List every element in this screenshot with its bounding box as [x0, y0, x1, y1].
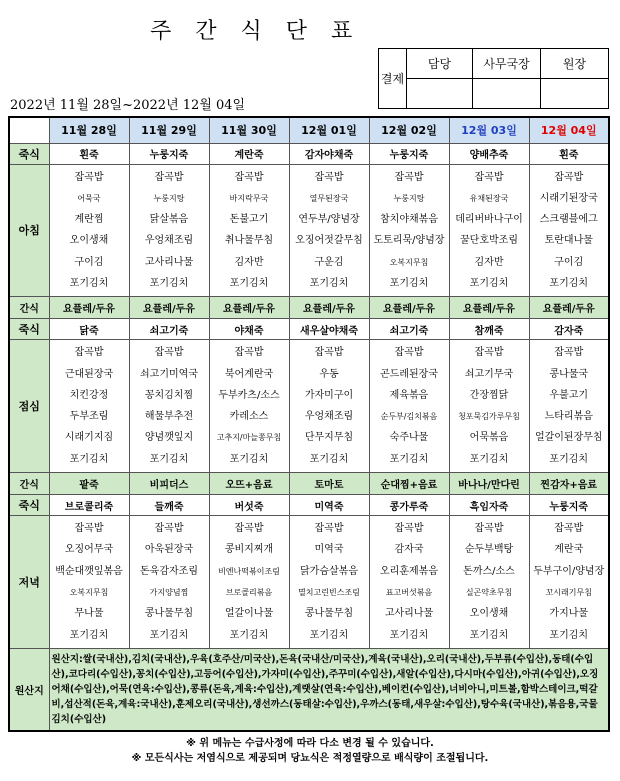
origin-text: 원산지:쌀(국내산),김치(국내산),우육(호주산/미국산),돈육(국내산/미국산),계육(국내산),오리(국내산),두부류(수입산),동태(수입산),코다리(수입산),꽁치(수입산),고등어(수입산),가자미(수입산),주꾸미(수입산),새알(수입산),다시마(수입산),아귀(수입산),오징어채(수입산),어묵(연육:수입산),콩류(돈육,계육:수입산),계랫살(연육:수입산),베이컨(수입산),너비아니,미트볼,함박스테이크,떡갈비,섭산적(돈육,계육:국내산),훈제오리(국내산),생선까스(동태살:수입산),우까스(동태,새우살:수입산),탕수육(국내산),볶음용,국물김치(수입산): [49, 648, 609, 731]
dish: 간장찜닭: [469, 389, 509, 401]
snack-cell: 요플레/두유: [449, 297, 529, 319]
meal-cell: [209, 164, 289, 297]
dish: 잡곡밥: [474, 347, 504, 359]
dish: 포기김치: [149, 453, 189, 465]
row-label: 죽식: [9, 319, 49, 340]
dish: 열무된장국: [309, 193, 349, 203]
dish: 오복지무침: [389, 257, 429, 267]
dish: 데리버바나구이: [455, 214, 523, 226]
dish: 얼갈이나물: [224, 608, 274, 620]
dish: 표고버섯볶음: [385, 587, 433, 597]
date-range: 2022년 11월 28일~2022년 12월 04일: [10, 98, 246, 113]
snack-cell: 요플레/두유: [529, 297, 609, 319]
dish: 포기김치: [229, 453, 269, 465]
dish: 잡곡밥: [554, 523, 584, 535]
porridge-cell: 참깨죽: [449, 319, 529, 340]
dish: 콩나물무침: [144, 608, 194, 620]
dish: 포기김치: [389, 277, 429, 289]
row-label: 아침: [9, 164, 49, 297]
dish: 오복지무침: [69, 587, 109, 597]
porridge-cell: 흰죽: [529, 143, 609, 164]
dish: 우엉채조림: [304, 411, 354, 423]
dish: 누룽지탕: [153, 193, 185, 203]
meal-cell: [49, 340, 129, 473]
dish: 가지나물: [549, 608, 589, 620]
dish: 숙주나물: [389, 432, 429, 444]
dish: 치킨강정: [69, 389, 109, 401]
meal-cell: [369, 164, 449, 297]
porridge-cell: 누룽지죽: [369, 143, 449, 164]
dish: 잡곡밥: [154, 523, 184, 535]
meal-cell: [529, 516, 609, 649]
dish: 잡곡밥: [394, 171, 424, 183]
dish: 오리훈제볶음: [380, 565, 438, 577]
snack-cell: 요플레/두유: [209, 297, 289, 319]
approval-signature-slot: [541, 79, 609, 109]
approval-role: 사무국장: [473, 49, 541, 79]
dish: 포기김치: [549, 453, 589, 465]
lunch-row: [9, 340, 609, 473]
dish: 브로콜리볶음: [225, 587, 273, 597]
snack-cell: 요플레/두유: [129, 297, 209, 319]
dish: 잡곡밥: [74, 347, 104, 359]
dish: 백순대깻잎볶음: [55, 565, 123, 577]
dish: 고사리나물: [144, 256, 194, 268]
dish: 연두부/양념장: [298, 214, 360, 226]
dish: 잡곡밥: [474, 171, 504, 183]
meal-cell: [209, 340, 289, 473]
dish: 포기김치: [149, 277, 189, 289]
row-label: 저녁: [9, 516, 49, 649]
dish: 쇠고기미역국: [140, 368, 198, 380]
dish: 잡곡밥: [234, 347, 264, 359]
dish: 곤드레된장국: [380, 368, 438, 380]
porridge-cell: 미역죽: [289, 495, 369, 516]
day-header: 11월 29일: [129, 117, 209, 143]
dish: 토란대나물: [544, 235, 593, 247]
snack-cell: 요플레/두유: [49, 297, 129, 319]
dish: 오이생채: [69, 235, 109, 247]
dish: 누룽지탕: [393, 193, 425, 203]
approval-box: [378, 48, 609, 109]
dish: 어묵볶음: [469, 432, 509, 444]
dish: 구이김: [74, 256, 104, 268]
meal-cell: [289, 164, 369, 297]
dish: 제육볶음: [389, 389, 429, 401]
dish: 잡곡밥: [234, 523, 264, 535]
porridge-cell: 흑임자죽: [449, 495, 529, 516]
snack-cell: 순대찜+음료: [369, 473, 449, 495]
dish: 포기김치: [469, 277, 509, 289]
dish: 유채된장국: [469, 193, 509, 203]
porridge-cell: 들깨죽: [129, 495, 209, 516]
dish: 가자미구이: [304, 389, 354, 401]
dish: 근대된장국: [64, 368, 114, 380]
dish: 시래기된장국: [539, 192, 598, 204]
dish: 포기김치: [389, 453, 429, 465]
dish: 돈불고기: [229, 214, 269, 226]
dish: 아욱된장국: [144, 544, 194, 556]
snack-cell: 팥죽: [49, 473, 129, 495]
porridge-cell: 새우살야채죽: [289, 319, 369, 340]
day-header-row: [9, 117, 609, 143]
day-header-sunday: 12월 04일: [529, 117, 609, 143]
day-header: 12월 02일: [369, 117, 449, 143]
snack-2-row: [9, 473, 609, 495]
porridge-cell: 감자죽: [529, 319, 609, 340]
page-title: 주간식단표: [150, 19, 377, 44]
dish: 포기김치: [549, 277, 589, 289]
approval-role: 원장: [541, 49, 609, 79]
dish: 구운김: [314, 256, 344, 268]
porridge-3-row: [9, 495, 609, 516]
dish: 잡곡밥: [394, 347, 424, 359]
meal-cell: [449, 516, 529, 649]
dish: 가지양념찜: [149, 587, 189, 597]
corner-cell: [9, 117, 49, 143]
snack-cell: 요플레/두유: [289, 297, 369, 319]
dish: 잡곡밥: [474, 523, 504, 535]
snack-cell: 비피더스: [129, 473, 209, 495]
dish: 취나물무침: [224, 235, 274, 247]
dish: 느타리볶음: [544, 411, 593, 423]
dish: 김자반: [474, 256, 504, 268]
dish: 청포묵김가루무침: [458, 412, 520, 422]
dish: 잡곡밥: [554, 171, 584, 183]
porridge-cell: 쇠고기죽: [369, 319, 449, 340]
dish: 포기김치: [389, 629, 429, 641]
meal-cell: [529, 340, 609, 473]
dish: 바지락무국: [229, 193, 269, 203]
porridge-2-row: [9, 319, 609, 340]
meal-cell: [449, 340, 529, 473]
row-label: 점심: [9, 340, 49, 473]
dish: 스크램블에그: [539, 214, 598, 226]
dish: 실곤약초무침: [465, 587, 513, 597]
dish: 콩나물국: [549, 368, 589, 380]
dish: 포기김치: [469, 453, 509, 465]
porridge-cell: 브로콜리죽: [49, 495, 129, 516]
day-header-saturday: 12월 03일: [449, 117, 529, 143]
dish: 오징어젓갈무침: [295, 235, 363, 247]
dish: 우불고기: [549, 389, 589, 401]
dish: 꼬시래기무침: [545, 587, 592, 597]
snack-cell: 바나나/만다린: [449, 473, 529, 495]
porridge-cell: 양배추죽: [449, 143, 529, 164]
dish: 비엔나떡볶이조림: [218, 566, 280, 576]
dish: 포기김치: [309, 629, 349, 641]
dish: 포기김치: [309, 277, 349, 289]
dish: 포기김치: [149, 629, 189, 641]
dish: 우동: [319, 368, 339, 380]
dish: 해물부추전: [144, 411, 194, 423]
porridge-1-row: [9, 143, 609, 164]
dish: 콩나물무침: [304, 608, 354, 620]
notes: [10, 736, 610, 766]
snack-cell: 요플레/두유: [369, 297, 449, 319]
porridge-cell: 누룽지죽: [129, 143, 209, 164]
day-header: 11월 30일: [209, 117, 289, 143]
dish: 포기김치: [549, 629, 589, 641]
dish: 감자국: [394, 544, 424, 556]
dish: 구이김: [554, 256, 584, 268]
dish: 오징어무국: [64, 544, 114, 556]
dish: 잡곡밥: [314, 171, 344, 183]
porridge-cell: 닭죽: [49, 319, 129, 340]
dish: 우엉채조림: [144, 235, 194, 247]
dish: 북어계란국: [224, 368, 274, 380]
day-header: 12월 01일: [289, 117, 369, 143]
dish: 도토리묵/양념장: [373, 235, 445, 247]
dish: 쇠고기무국: [464, 368, 514, 380]
approval-signature-slot: [407, 79, 473, 109]
approval-label: 결제: [379, 49, 407, 109]
dish: 시래기지짐: [64, 432, 114, 444]
meal-cell: [369, 516, 449, 649]
row-label: 간식: [9, 297, 49, 319]
approval-role: 담당: [407, 49, 473, 79]
note-line: ※ 모든식사는 저염식으로 제공되며 당뇨식은 적정열량으로 배식량이 조절됩니다.: [131, 753, 489, 764]
dish: 미역국: [314, 544, 344, 556]
meal-cell: [49, 516, 129, 649]
dish: 어묵국: [77, 193, 101, 203]
dish: 고추지/마늘쫑무침: [216, 433, 282, 443]
dish: 돈까스/소스: [463, 565, 515, 577]
meal-cell: [289, 340, 369, 473]
dish: 무나물: [74, 608, 104, 620]
dish: 돈육감자조림: [140, 565, 198, 577]
row-label: 간식: [9, 473, 49, 495]
snack-cell: 토마토: [289, 473, 369, 495]
dish: 오이생채: [469, 608, 509, 620]
dish: 닭살볶음: [149, 214, 189, 226]
dish: 포기김치: [469, 629, 509, 641]
dish: 포기김치: [309, 453, 349, 465]
meal-cell: [49, 164, 129, 297]
meal-cell: [209, 516, 289, 649]
row-label: 죽식: [9, 495, 49, 516]
snack-1-row: [9, 297, 609, 319]
dish: 꽁치김치찜: [144, 389, 194, 401]
dinner-row: [9, 516, 609, 649]
dish: 잡곡밥: [314, 347, 344, 359]
dish: 포기김치: [229, 277, 269, 289]
meal-cell: [129, 164, 209, 297]
dish: 두부조림: [69, 411, 109, 423]
dish: 잡곡밥: [154, 171, 184, 183]
dish: 두부구이/양념장: [533, 565, 605, 577]
row-label: 죽식: [9, 143, 49, 164]
approval-signature-slot: [473, 79, 541, 109]
note-line: ※ 위 메뉴는 수급사정에 따라 다소 변경 될 수 있습니다.: [186, 738, 434, 749]
porridge-cell: 쇠고기죽: [129, 319, 209, 340]
dish: 순두부/김치볶음: [380, 412, 438, 422]
origin-row: [9, 648, 609, 731]
weekly-menu-table: [8, 116, 610, 732]
snack-cell: 찐감자+음료: [529, 473, 609, 495]
dish: 포기김치: [69, 629, 109, 641]
dish: 두부카츠/소스: [218, 389, 280, 401]
dish: 김자반: [234, 256, 264, 268]
snack-cell: 오뜨+음료: [209, 473, 289, 495]
dish: 잡곡밥: [314, 523, 344, 535]
dish: 계란국: [554, 544, 584, 556]
dish: 참치야채볶음: [380, 214, 438, 226]
porridge-cell: 버섯죽: [209, 495, 289, 516]
dish: 포기김치: [69, 453, 109, 465]
dish: 순두부백탕: [464, 544, 514, 556]
porridge-cell: 야채죽: [209, 319, 289, 340]
origin-label: 원산지: [9, 648, 49, 731]
dish: 계란찜: [74, 214, 104, 226]
dish: 잡곡밥: [74, 171, 104, 183]
dish: 얼갈이된장무침: [534, 432, 603, 444]
meal-cell: [129, 516, 209, 649]
dish: 양념깻잎지: [144, 432, 194, 444]
meal-cell: [129, 340, 209, 473]
meal-cell: [449, 164, 529, 297]
day-header: 11월 28일: [49, 117, 129, 143]
dish: 포기김치: [229, 629, 269, 641]
dish: 멸치고린빈스조림: [298, 587, 360, 597]
dish: 잡곡밥: [154, 347, 184, 359]
dish: 잡곡밥: [394, 523, 424, 535]
dish: 고사리나물: [384, 608, 434, 620]
dish: 포기김치: [69, 277, 109, 289]
dish: 카레소스: [229, 411, 269, 423]
dish: 잡곡밥: [234, 171, 264, 183]
dish: 단무지무침: [304, 432, 354, 444]
meal-cell: [289, 516, 369, 649]
dish: 잡곡밥: [554, 347, 584, 359]
porridge-cell: 감자야채죽: [289, 143, 369, 164]
meal-cell: [529, 164, 609, 297]
porridge-cell: 계란죽: [209, 143, 289, 164]
porridge-cell: 콩가루죽: [369, 495, 449, 516]
dish: 잡곡밥: [74, 523, 104, 535]
porridge-cell: 누룽지죽: [529, 495, 609, 516]
dish: 닭가슴살볶음: [300, 565, 358, 577]
dish: 꿀단호박조림: [460, 235, 518, 247]
breakfast-row: [9, 164, 609, 297]
meal-cell: [369, 340, 449, 473]
dish: 콩비지찌개: [224, 544, 274, 556]
porridge-cell: 흰죽: [49, 143, 129, 164]
